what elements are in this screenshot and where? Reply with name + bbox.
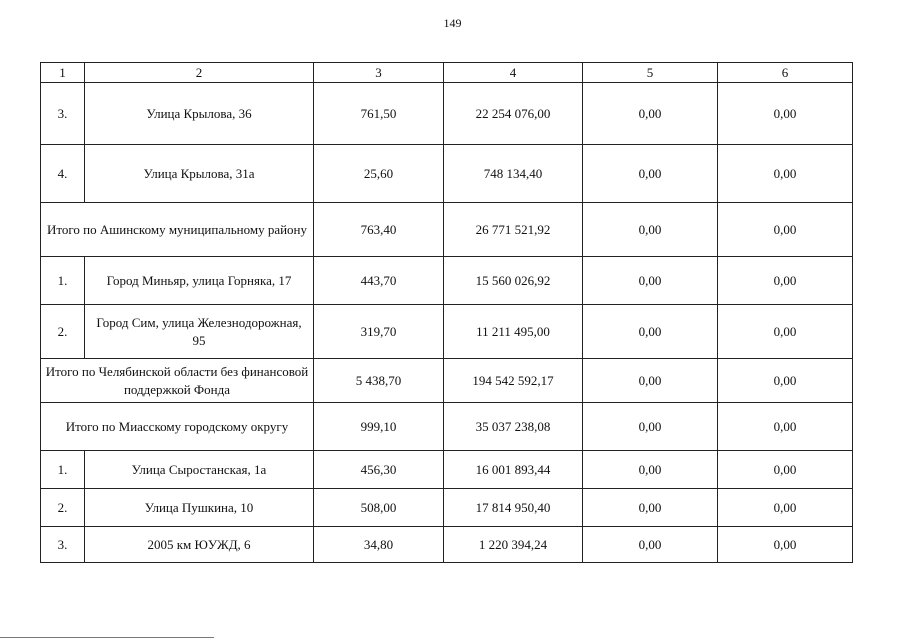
header-cell-5: 5 xyxy=(583,63,718,83)
table-row xyxy=(41,489,853,527)
col6-cell: 0,00 xyxy=(718,305,853,359)
address-cell: Улица Крылова, 31а xyxy=(85,145,314,203)
col4-cell: 748 134,40 xyxy=(444,145,583,203)
col3-cell: 5 438,70 xyxy=(314,359,444,403)
footnote-rule xyxy=(0,637,214,638)
col4-cell: 22 254 076,00 xyxy=(444,83,583,145)
header-cell-6: 6 xyxy=(718,63,853,83)
page-number: 149 xyxy=(443,16,462,30)
table-row xyxy=(41,83,853,145)
col5-cell: 0,00 xyxy=(583,489,718,527)
row-number-cell: 2. xyxy=(41,305,85,359)
col6-cell: 0,00 xyxy=(718,527,853,563)
row-number-cell: 1. xyxy=(41,451,85,489)
col5-cell: 0,00 xyxy=(583,527,718,563)
header-cell-4: 4 xyxy=(444,63,583,83)
col3-cell: 999,10 xyxy=(314,403,444,451)
col6-cell: 0,00 xyxy=(718,489,853,527)
row-number-cell: 4. xyxy=(41,145,85,203)
col5-cell: 0,00 xyxy=(583,83,718,145)
col5-cell: 0,00 xyxy=(583,257,718,305)
address-cell: Улица Пушкина, 10 xyxy=(85,489,314,527)
col5-cell: 0,00 xyxy=(583,305,718,359)
col3-cell: 456,30 xyxy=(314,451,444,489)
col6-cell: 0,00 xyxy=(718,359,853,403)
total-row xyxy=(41,359,853,403)
row-number-cell: 3. xyxy=(41,83,85,145)
col3-cell: 761,50 xyxy=(314,83,444,145)
header-cell-1: 1 xyxy=(41,63,85,83)
total-label-cell: Итого по Миасскому городскому округу xyxy=(41,403,314,451)
header-cell-3: 3 xyxy=(314,63,444,83)
total-label-cell: Итого по Ашинскому муниципальному району xyxy=(41,203,314,257)
col4-cell: 17 814 950,40 xyxy=(444,489,583,527)
col3-cell: 34,80 xyxy=(314,527,444,563)
row-number-cell: 2. xyxy=(41,489,85,527)
col4-cell: 194 542 592,17 xyxy=(444,359,583,403)
col4-cell: 16 001 893,44 xyxy=(444,451,583,489)
header-row xyxy=(41,63,853,83)
address-cell: Город Миньяр, улица Горняка, 17 xyxy=(85,257,314,305)
col3-cell: 763,40 xyxy=(314,203,444,257)
col5-cell: 0,00 xyxy=(583,145,718,203)
table-row xyxy=(41,527,853,563)
col5-cell: 0,00 xyxy=(583,451,718,489)
col3-cell: 508,00 xyxy=(314,489,444,527)
table-row xyxy=(41,145,853,203)
total-label-cell: Итого по Челябинской области без финансовой поддержкой Фонда xyxy=(41,359,314,403)
address-cell: Улица Сыростанская, 1а xyxy=(85,451,314,489)
col3-cell: 25,60 xyxy=(314,145,444,203)
table-row xyxy=(41,257,853,305)
col5-cell: 0,00 xyxy=(583,403,718,451)
col4-cell: 15 560 026,92 xyxy=(444,257,583,305)
col6-cell: 0,00 xyxy=(718,451,853,489)
col6-cell: 0,00 xyxy=(718,203,853,257)
col6-cell: 0,00 xyxy=(718,403,853,451)
address-cell: 2005 км ЮУЖД, 6 xyxy=(85,527,314,563)
data-table xyxy=(40,62,853,563)
col3-cell: 319,70 xyxy=(314,305,444,359)
table-body xyxy=(41,63,853,563)
col6-cell: 0,00 xyxy=(718,257,853,305)
col4-cell: 35 037 238,08 xyxy=(444,403,583,451)
header-cell-2: 2 xyxy=(85,63,314,83)
col5-cell: 0,00 xyxy=(583,203,718,257)
total-row xyxy=(41,403,853,451)
col3-cell: 443,70 xyxy=(314,257,444,305)
address-cell: Город Сим, улица Железнодорожная, 95 xyxy=(85,305,314,359)
table-row xyxy=(41,451,853,489)
col6-cell: 0,00 xyxy=(718,83,853,145)
col6-cell: 0,00 xyxy=(718,145,853,203)
col5-cell: 0,00 xyxy=(583,359,718,403)
col4-cell: 26 771 521,92 xyxy=(444,203,583,257)
row-number-cell: 3. xyxy=(41,527,85,563)
col4-cell: 1 220 394,24 xyxy=(444,527,583,563)
address-cell: Улица Крылова, 36 xyxy=(85,83,314,145)
row-number-cell: 1. xyxy=(41,257,85,305)
total-row xyxy=(41,203,853,257)
col4-cell: 11 211 495,00 xyxy=(444,305,583,359)
table-row xyxy=(41,305,853,359)
